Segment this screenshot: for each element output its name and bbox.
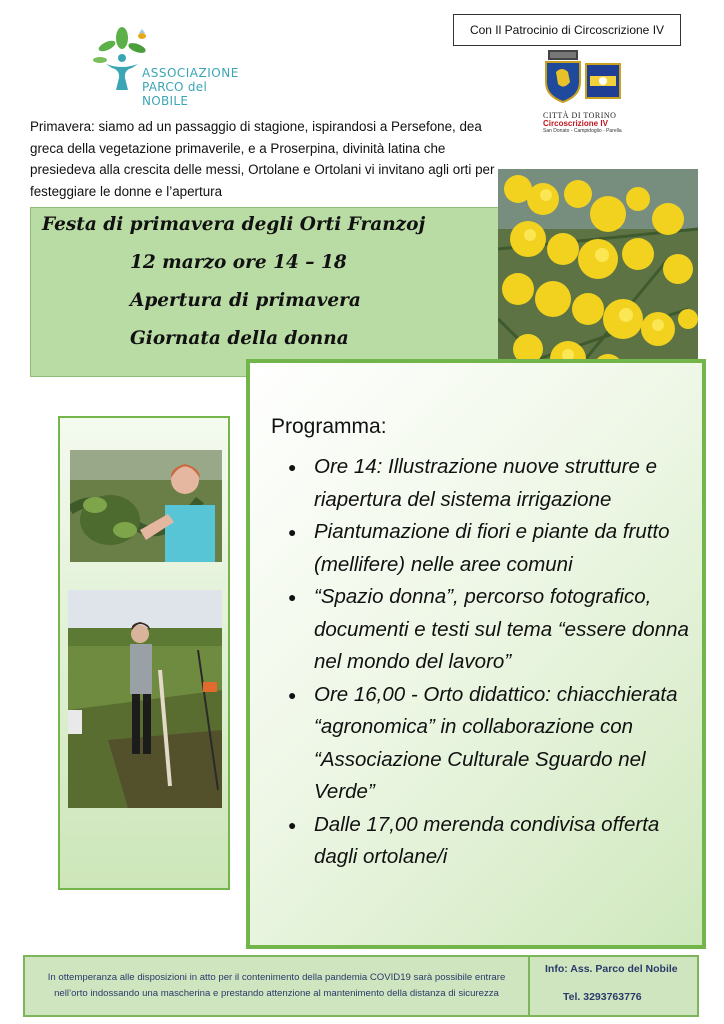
programma-box	[246, 359, 706, 949]
logo-line2: PARCO del NOBILE	[142, 80, 208, 108]
photo-column	[58, 416, 230, 890]
bullet-icon: ●	[288, 589, 297, 605]
bullet-icon: ●	[288, 816, 297, 833]
programma-heading: Programma:	[271, 415, 387, 438]
event-date: 12 marzo ore 14 – 18	[130, 252, 347, 273]
logo-line1: ASSOCIAZIONE	[142, 66, 239, 80]
intro-paragraph: Primavera: siamo ad un passaggio di stagione, ispirandosi a Persefone, dea greca della vegetazione primaverile, e a Proserpina, divinità latina che presiedeva alla crescita delle messi, Ortolane e Ortolani vi invitano agli orti per festeggiare le donne e l’apertura	[30, 119, 495, 199]
covid-notice: In ottemperanza alle disposizioni in atto per il contenimento della pandemia COVID19 sarà possibile entrare nell’orto indossando una mascherina e prestando attenzione al mantenimento della distanza di sicurezza	[25, 957, 530, 1015]
footer-phone: Tel. 3293763776	[563, 991, 642, 1003]
list-item: ● Piantumazione di fiori e piante da frutto (mellifere) nelle aree comuni	[288, 516, 693, 581]
footer-box	[23, 955, 699, 1017]
event-subtitle-1: Apertura di primavera	[130, 290, 361, 311]
bullet-icon: ●	[288, 686, 297, 703]
list-item: ● Ore 14: Illustrazione nuove strutture e riapertura del sistema irrigazione	[288, 451, 693, 516]
event-title: Festa di primavera degli Orti Franzoj	[42, 214, 426, 235]
programma-list	[288, 451, 693, 874]
patrocinio-box: Con Il Patrocinio di Circoscrizione IV	[453, 14, 681, 46]
circoscrizione-sub: San Donato - Campidoglio - Parella	[543, 128, 622, 134]
city-label: CITTÀ DI TORINO	[543, 111, 617, 120]
list-item: ● Ore 16,00 - Orto didattico: chiacchierata “agronomica” in collaborazione con “Associazione Culturale Sguardo nel Verde”	[288, 679, 693, 809]
association-logo	[92, 22, 252, 108]
list-item: ● “Spazio donna”, percorso fotografico, documenti e testi sul tema “essere donna nel mondo del lavoro”	[288, 581, 693, 679]
footer-info: Info: Ass. Parco del Nobile	[545, 963, 678, 975]
event-subtitle-2: Giornata della donna	[130, 328, 349, 349]
list-item: ● Dalle 17,00 merenda condivisa offerta dagli ortolane/i	[288, 809, 693, 874]
event-title-box	[30, 207, 499, 377]
woman-in-garden-photo	[68, 590, 222, 808]
bullet-icon: ●	[288, 524, 297, 540]
bullet-icon: ●	[288, 459, 297, 475]
woman-with-plants-photo	[70, 450, 222, 562]
circoscrizione-label: Circoscrizione IV	[543, 119, 608, 128]
